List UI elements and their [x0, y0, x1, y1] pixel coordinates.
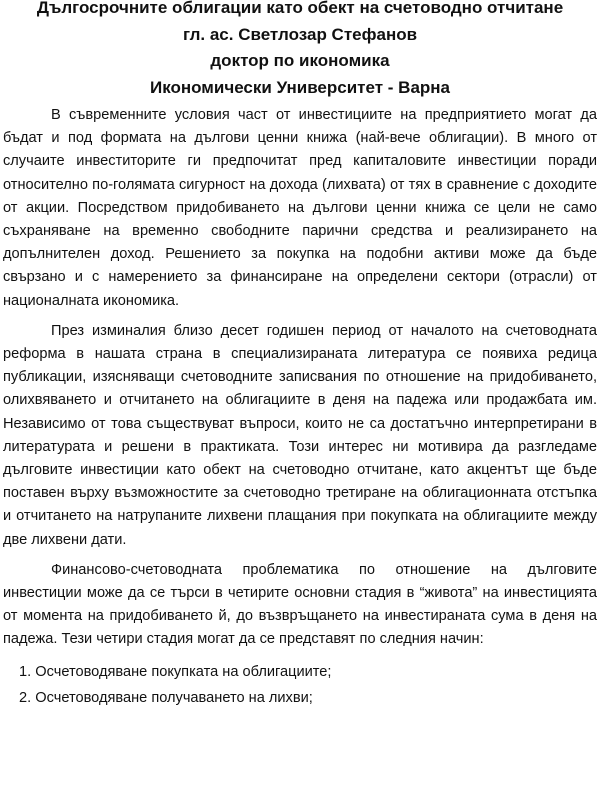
list-item: 2. Осчетоводяване получаването на лихви; [19, 689, 313, 706]
paragraph: Финансово-счетоводната проблематика по отношение на дълговите инвестиции може да се търси в четирите основни стадия в “живота” на инвестицията от момента на придобиването й, до възвръщането на инвестираната сума в деня на падежа. Тези четири стадия могат да се представят по следния начин: [3, 561, 597, 648]
document-body [3, 104, 597, 652]
author-institution: Икономически Университет - Варна [149, 77, 451, 97]
stages-list [3, 659, 597, 711]
document-title: Дългосрочните облигации като обект на счетоводно отчитане [36, 0, 564, 17]
author-degree: доктор по икономика [210, 51, 390, 70]
paragraph: В съвременните условия част от инвестициите на предприятието могат да бъдат и под формата на дългови ценни книжа (най-вече облигации). В много от случаите инвеститорите ги предпочитат пред капиталовите инвестиции поради относително по-голямата сигурност на дохода (лихвата) от тях в сравнение с доходите от акции. Посредством придобиването на дългови ценни книжа се цели не само съхраняване на временно свободните парични средства и реализирането на допълнителен доход. Решението за покупка на подобни активи може да бъде свързано и с намерението за финансиране на определени сектори (отрасли) от националната икономика. [3, 107, 597, 309]
author-name: гл. ас. Светлозар Стефанов [182, 24, 418, 44]
list-item: 1. Осчетоводяване покупката на облигациите; [19, 663, 332, 680]
paragraph: През изминалия близо десет годишен период от началото на счетоводната реформа в нашата страна в специализираната литература се появиха редица публикации, изясняващи счетоводните записвания по отношение на придобиването, олихвяването и отчитането на облигациите в деня на падежа или продажбата им. Независимо от това съществуват въпроси, които не са достатъчно интерпретирани в литературата и решени в практиката. Този интерес ни мотивира да разгледаме дълговите инвестиции като обект на счетоводно отчитане, като акцентът ще бъде поставен върху възможностите за счетоводно третиране на облигационната отстъпка и отчитането на натрупаните лихвени плащания при покупката на облигациите между две лихвени дати. [3, 322, 597, 548]
document-header [3, 0, 597, 101]
